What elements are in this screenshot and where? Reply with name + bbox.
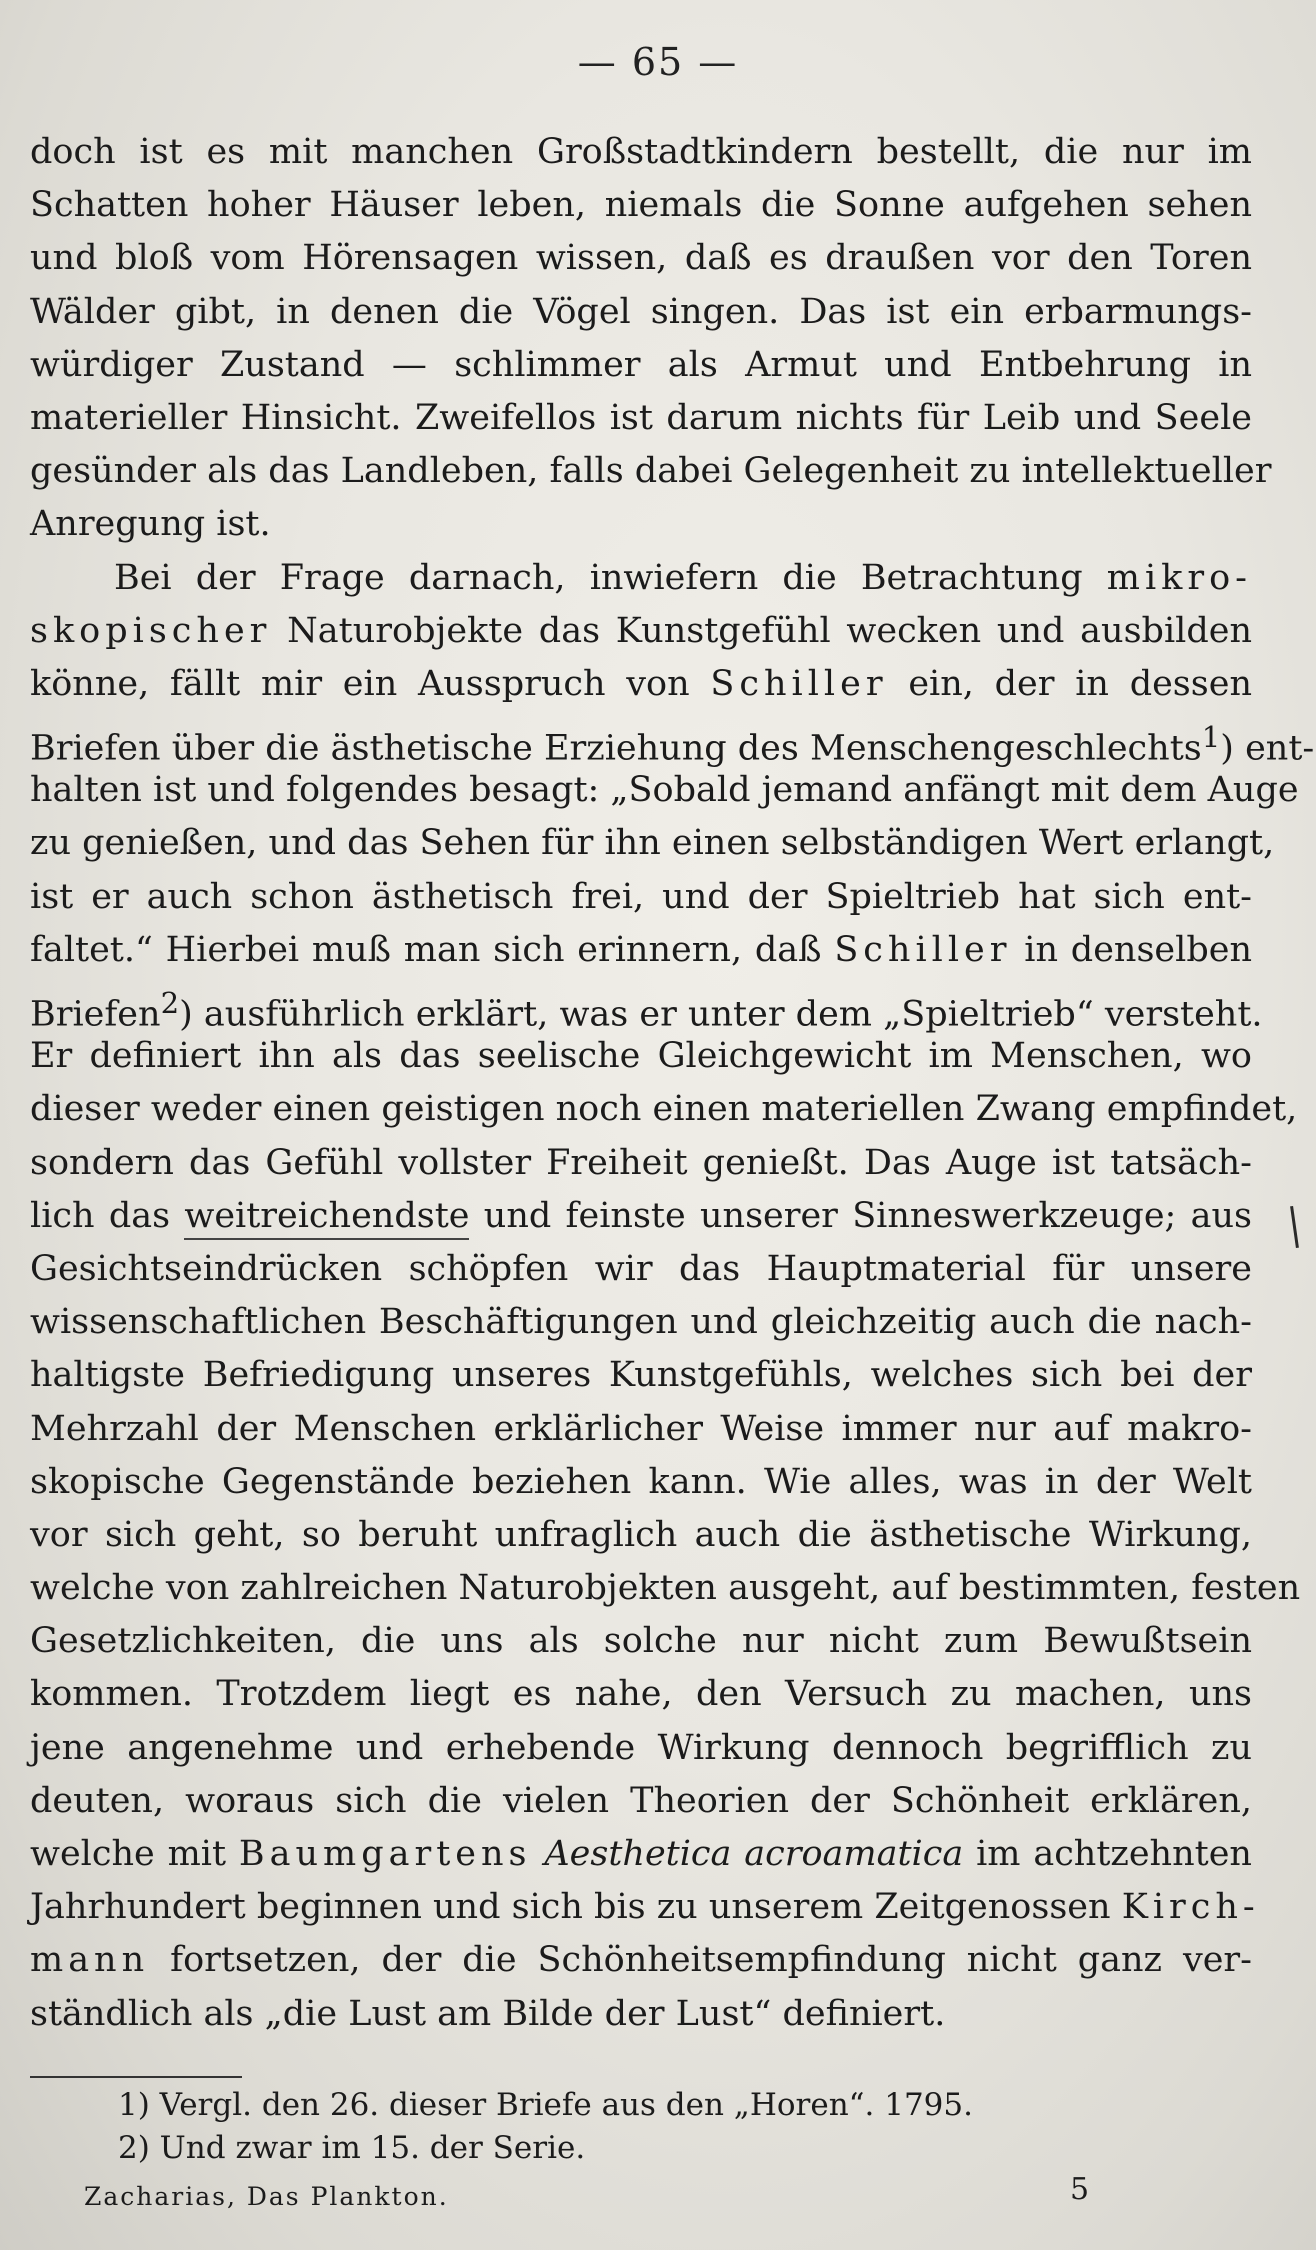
text-line: würdiger Zustand — schlimmer als Armut und Entbehrung in xyxy=(30,344,1252,385)
text-segment: ein, der in dessen xyxy=(908,663,1252,704)
text-line: welche von zahlreichen Naturobjekten ausgeht, auf bestimmten, festen xyxy=(30,1568,1301,1609)
footnote-divider xyxy=(30,2076,242,2078)
spaced-word: skopischer xyxy=(30,610,272,651)
text-line: zu genießen, und das Sehen für ihn einen selbständigen Wert erlangt, xyxy=(30,823,1275,864)
text-line: Gesichtseindrücken schöpfen wir das Hauptmaterial für unsere xyxy=(30,1248,1252,1289)
text-segment: und feinste unserer Sinneswerkzeuge; aus xyxy=(483,1195,1253,1236)
text-line: jene angenehme und erhebende Wirkung dennoch begrifflich zu xyxy=(30,1727,1252,1768)
text-line: haltigste Befriedigung unseres Kunstgefühls, welches sich bei der xyxy=(30,1355,1252,1396)
text-segment: fortsetzen, der die Schönheitsempfindung nicht ganz ver- xyxy=(170,1940,1252,1981)
paragraph-start-line xyxy=(30,552,1252,605)
text-segment: Bei der Frage darnach, inwiefern die Betrachtung xyxy=(114,557,1083,598)
margin-pencil-mark xyxy=(1290,1206,1299,1248)
text-line: halten ist und folgendes besagt: „Sobald jemand anfängt mit dem Auge xyxy=(30,770,1299,811)
text-line xyxy=(30,1190,1252,1243)
text-line: und bloß vom Hörensagen wissen, daß es draußen vor den Toren xyxy=(30,238,1252,279)
sheet-number: 5 xyxy=(1070,2172,1090,2207)
author-name-schiller: Schiller xyxy=(710,663,888,704)
text-line: wissenschaftlichen Beschäftigungen und gleichzeitig auch die nach- xyxy=(30,1302,1252,1343)
text-line: doch ist es mit manchen Großstadtkindern bestellt, die nur im xyxy=(30,132,1252,172)
footnote-ref-2: 2 xyxy=(160,986,180,1020)
text-line xyxy=(30,924,1252,977)
text-segment: in denselben xyxy=(1024,929,1252,970)
author-name-baumgarten: Baumgartens xyxy=(238,1834,532,1874)
text-line: Schatten hoher Häuser leben, niemals die Sonne aufgehen sehen xyxy=(30,185,1252,226)
text-line: Mehrzahl der Menschen erklärlicher Weise immer nur auf makro- xyxy=(30,1408,1252,1449)
body-text xyxy=(30,126,1315,2041)
author-name-kirchmann: Kirch- xyxy=(1121,1887,1260,1928)
text-line: vor sich geht, so beruht unfraglich auch die ästhetische Wirkung, xyxy=(30,1514,1252,1555)
text-line: materieller Hinsicht. Zweifellos ist darum nichts für Leib und Seele xyxy=(30,397,1252,438)
text-segment: welche mit xyxy=(30,1834,227,1874)
text-line xyxy=(30,658,1252,711)
text-line xyxy=(30,1828,1252,1881)
text-segment: ) ausführlich erklärt, was er unter dem „Spieltrieb“ versteht. xyxy=(179,994,1263,1035)
text-line: Er definiert ihn als das seelische Gleichgewicht im Menschen, wo xyxy=(30,1036,1252,1077)
footnotes xyxy=(118,2084,1118,2170)
text-line xyxy=(30,1934,1252,1987)
book-title: Aesthetica acroamatica xyxy=(544,1834,964,1874)
footnote-2: 2) Und zwar im 15. der Serie. xyxy=(118,2130,586,2166)
text-segment: ) ent- xyxy=(1220,728,1315,769)
text-line: ist er auch schon ästhetisch frei, und der Spieltrieb hat sich ent- xyxy=(30,876,1252,917)
text-segment: Naturobjekte das Kunstgefühl wecken und ausbilden xyxy=(287,610,1252,651)
text-segment: Briefen xyxy=(30,994,161,1035)
author-name-schiller: Schiller xyxy=(834,929,1012,970)
text-line: kommen. Trotzdem liegt es nahe, den Versuch zu machen, uns xyxy=(30,1674,1252,1715)
author-name-kirchmann: mann xyxy=(30,1940,150,1981)
text-line: sondern das Gefühl vollster Freiheit genießt. Das Auge ist tatsäch- xyxy=(30,1142,1252,1183)
footnote-1: 1) Vergl. den 26. dieser Briefe aus den „Horen“. 1795. xyxy=(118,2087,973,2123)
text-line: ständlich als „die Lust am Bilde der Lust“ definiert. xyxy=(30,1993,946,2034)
text-segment: lich das xyxy=(30,1195,171,1236)
text-segment: faltet.“ Hierbei muß man sich erinnern, daß xyxy=(30,929,822,970)
text-line xyxy=(30,711,1315,769)
text-segment: Jahrhundert beginnen und sich bis zu unserem Zeitgenossen xyxy=(30,1887,1111,1928)
signature-line: Zacharias, Das Plankton. xyxy=(84,2182,449,2211)
text-segment: Briefen über die ästhetische Erziehung des Menschengeschlechts xyxy=(30,728,1202,769)
text-segment: im achtzehnten xyxy=(976,1834,1252,1874)
text-line: Wälder gibt, in denen die Vögel singen. Das ist ein erbarmungs- xyxy=(30,291,1252,332)
text-line: Gesetzlichkeiten, die uns als solche nur nicht zum Bewußtsein xyxy=(30,1621,1252,1662)
text-line xyxy=(30,605,1252,658)
text-line: dieser weder einen geistigen noch einen materiellen Zwang empfindet, xyxy=(30,1089,1298,1130)
page-number: — 65 — xyxy=(577,40,739,84)
text-line xyxy=(30,977,1263,1035)
spaced-word: mikro- xyxy=(1106,557,1252,598)
pencil-underlined-word: weitreichendste xyxy=(184,1196,469,1240)
text-line: Anregung ist. xyxy=(30,504,271,545)
footnote-ref-1: 1 xyxy=(1201,720,1221,755)
text-line xyxy=(30,1881,1260,1934)
text-line: skopische Gegenstände beziehen kann. Wie alles, was in der Welt xyxy=(30,1461,1252,1502)
text-line: deuten, woraus sich die vielen Theorien der Schönheit erklären, xyxy=(30,1780,1252,1821)
text-segment: könne, fällt mir ein Ausspruch von xyxy=(30,663,690,704)
text-line: gesünder als das Landleben, falls dabei Gelegenheit zu intellektueller xyxy=(30,451,1272,492)
